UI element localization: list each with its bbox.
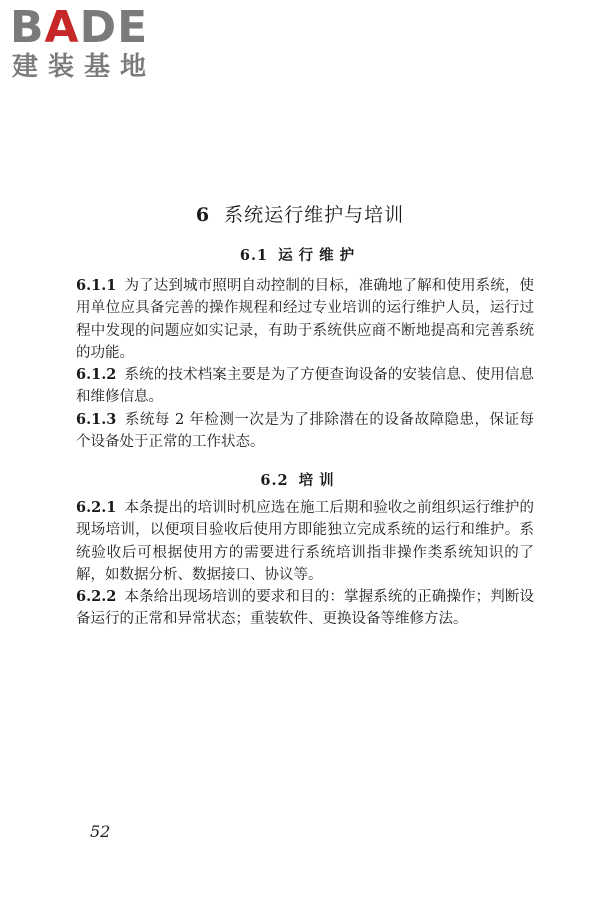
clause-text: 为了达到城市照明自动控制的目标，准确地了解和使用系统，使用单位应具备完善的操作规程和经过专业培训的运行维护人员，运行过程中发现的问题应如实记录，有助于系统供应商不断地提高和完善系统的功能。 (76, 278, 534, 361)
section-body (76, 497, 534, 631)
chapter-number: 6 (195, 204, 211, 226)
clause-paragraph (76, 275, 534, 364)
section-title (0, 469, 600, 490)
site-logo (10, 2, 180, 86)
chapter-title-text: 系统运行维护与培训 (224, 204, 405, 226)
clause-paragraph (76, 409, 534, 454)
section-number: 6.1 (239, 247, 269, 264)
section-number: 6.2 (260, 472, 289, 489)
page-number: 52 (90, 822, 111, 841)
section-title (0, 244, 600, 265)
clause-paragraph (76, 497, 534, 586)
logo-wordmark: BADE (10, 2, 149, 53)
clause-number: 6.2.1 (76, 499, 117, 516)
clause-text: 系统每 2 年检测一次是为了排除潜在的设备故障隐患，保证每个设备处于正常的工作状态。 (76, 411, 534, 451)
logo-subtitle: 建装基地 (12, 52, 157, 82)
section-body (76, 275, 534, 453)
section-title-text: 培训 (298, 472, 340, 489)
clause-text: 本条给出现场培训的要求和目的：掌握系统的正确操作；判断设备运行的正常和异常状态；重装软件、更换设备等维修方法。 (76, 589, 534, 628)
section-title-text: 运行维护 (278, 247, 361, 264)
clause-number: 6.1.2 (76, 366, 117, 384)
clause-paragraph (76, 364, 534, 409)
clause-number: 6.1.1 (76, 277, 117, 294)
chapter-title (0, 200, 600, 227)
clause-text: 本条提出的培训时机应选在施工后期和验收之前组织运行维护的现场培训，以便项目验收后使用方即能独立完成系统的运行和维护。系统验收后可根据使用方的需要进行系统培训指非操作类系统知识的了解，如数据分析、数据接口、协议等。 (76, 500, 534, 583)
clause-number: 6.1.3 (76, 410, 117, 428)
clause-number: 6.2.2 (76, 588, 117, 606)
clause-text: 系统的技术档案主要是为了方便查询设备的安装信息、使用信息和维修信息。 (76, 367, 534, 406)
clause-paragraph (76, 586, 534, 631)
